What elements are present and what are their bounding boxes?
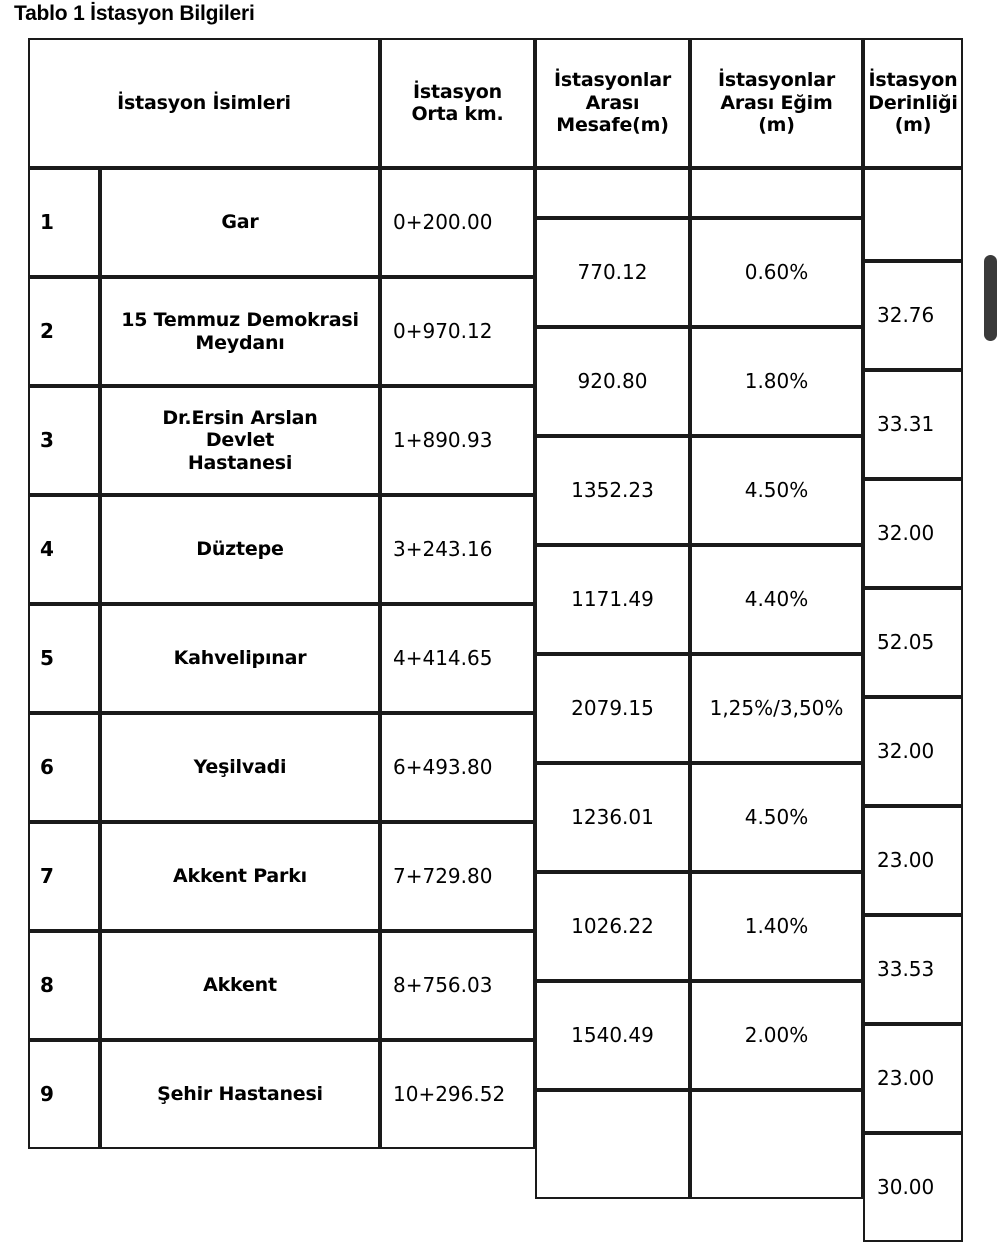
segment-slope-blank-top [690,168,863,218]
table-row-number-text: 6 [40,754,54,779]
table-row-mid-km [380,168,535,277]
table-row-mid-km [380,1040,535,1149]
segment-distance-blank-top [535,168,690,218]
table-row-station-name [100,386,380,495]
table-row-station-name-text: Dr.Ersin Arslan Devlet Hastanesi [162,406,318,474]
segment-slope [690,436,863,545]
table-row-mid-km [380,822,535,931]
station-depth [863,806,963,915]
table-row-station-name-text: Gar [221,211,259,234]
table-row-number [28,822,100,931]
segment-slope-text: 2.00% [744,1022,809,1047]
table-row-number [28,168,100,277]
table-row-mid-km-text: 8+756.03 [393,972,493,997]
segment-distance [535,763,690,872]
segment-slope-text: 1,25%/3,50% [709,695,844,720]
table-row-station-name [100,604,380,713]
table-row-mid-km [380,931,535,1040]
header-station-names-text: İstasyon İsimleri [117,91,291,114]
segment-slope-text: 1.40% [744,913,809,938]
table-row-mid-km-text: 0+970.12 [393,318,493,343]
table-row-number-text: 3 [40,427,54,452]
station-depth [863,261,963,370]
segment-distance-text: 1540.49 [571,1022,654,1047]
table-row-number-text: 4 [40,536,54,561]
table-row-number-text: 1 [40,209,54,234]
station-depth-text: 33.53 [877,956,935,981]
segment-distance-text: 1171.49 [571,586,654,611]
table-row-number-text: 7 [40,863,54,888]
segment-slope-text: 0.60% [744,259,809,284]
segment-slope [690,327,863,436]
segment-distance [535,981,690,1090]
segment-slope-text: 4.40% [744,586,809,611]
table-row-mid-km-text: 0+200.00 [393,209,493,234]
table-row-mid-km [380,386,535,495]
header-inter-station-slope [690,38,863,168]
table-row-number [28,713,100,822]
table-row-mid-km-text: 7+729.80 [393,863,493,888]
table-caption: Tablo 1 İstasyon Bilgileri [14,2,255,25]
table-row-number-text: 9 [40,1081,54,1106]
table-row-number [28,604,100,713]
segment-distance [535,872,690,981]
table-row-station-name [100,931,380,1040]
segment-slope [690,654,863,763]
segment-distance-blank-bottom [535,1090,690,1199]
segment-slope-text: 4.50% [744,804,809,829]
header-inter-station-distance [535,38,690,168]
table-row-station-name [100,277,380,386]
table-row-station-name-text: Yeşilvadi [193,756,287,779]
station-information-table [28,38,963,1199]
station-depth-text: 23.00 [877,847,935,872]
segment-slope [690,981,863,1090]
table-row-mid-km [380,604,535,713]
station-depth [863,370,963,479]
segment-slope [690,872,863,981]
station-depth-text: 32.00 [877,738,935,763]
segment-distance-text: 1236.01 [571,804,654,829]
station-depth-blank-top [863,168,963,261]
segment-distance [535,654,690,763]
table-row-number [28,277,100,386]
header-station-depth-text: İstasyon Derinliği (m) [868,69,958,137]
segment-slope-blank-bottom [690,1090,863,1199]
station-depth [863,1133,963,1242]
table-row-mid-km [380,277,535,386]
header-station-mid-km-text: İstasyon Orta km. [411,80,504,125]
segment-slope-text: 1.80% [744,368,809,393]
station-depth [863,697,963,806]
table-row-number-text: 8 [40,972,54,997]
header-station-mid-km [380,38,535,168]
station-depth-text: 30.00 [877,1174,935,1199]
segment-distance-text: 2079.15 [571,695,654,720]
header-inter-station-distance-text: İstasyonlar Arası Mesafe(m) [553,69,672,137]
segment-distance [535,327,690,436]
table-row-station-name-text: Şehir Hastanesi [157,1083,323,1106]
table-row-number [28,495,100,604]
table-row-station-name [100,168,380,277]
station-depth-text: 23.00 [877,1065,935,1090]
table-row-mid-km [380,495,535,604]
segment-distance [535,436,690,545]
segment-distance-text: 1352.23 [571,477,654,502]
table-row-station-name-text: Kahvelipınar [173,647,307,670]
table-row-station-name-text: Akkent [203,974,277,997]
table-row-station-name-text: 15 Temmuz Demokrasi Meydanı [121,309,359,354]
table-row-station-name [100,822,380,931]
table-row-station-name-text: Akkent Parkı [173,865,307,888]
table-row-mid-km-text: 10+296.52 [393,1081,506,1106]
station-depth [863,915,963,1024]
station-depth [863,1024,963,1133]
segment-slope [690,218,863,327]
segment-distance-text: 920.80 [577,368,648,393]
segment-distance [535,218,690,327]
header-inter-station-slope-text: İstasyonlar Arası Eğim (m) [717,69,836,137]
table-row-number-text: 5 [40,645,54,670]
table-row-mid-km-text: 6+493.80 [393,754,493,779]
station-depth-text: 32.00 [877,520,935,545]
station-depth-text: 33.31 [877,411,935,436]
segment-distance-text: 1026.22 [571,913,654,938]
table-row-number-text: 2 [40,318,54,343]
table-row-number [28,931,100,1040]
segment-slope [690,545,863,654]
segment-slope-text: 4.50% [744,477,809,502]
station-depth [863,588,963,697]
table-row-station-name [100,1040,380,1149]
vertical-scrollbar-thumb[interactable] [984,255,997,341]
table-row-mid-km-text: 4+414.65 [393,645,493,670]
table-row-mid-km-text: 1+890.93 [393,427,493,452]
segment-distance [535,545,690,654]
table-row-number [28,1040,100,1149]
station-depth [863,479,963,588]
header-station-names [28,38,380,168]
table-row-number [28,386,100,495]
table-row-station-name [100,713,380,822]
segment-slope [690,763,863,872]
table-row-station-name [100,495,380,604]
station-depth-text: 32.76 [877,302,935,327]
table-row-mid-km-text: 3+243.16 [393,536,493,561]
station-depth-text: 52.05 [877,629,935,654]
table-row-station-name-text: Düztepe [196,538,284,561]
segment-distance-text: 770.12 [577,259,648,284]
table-row-mid-km [380,713,535,822]
header-station-depth [863,38,963,168]
